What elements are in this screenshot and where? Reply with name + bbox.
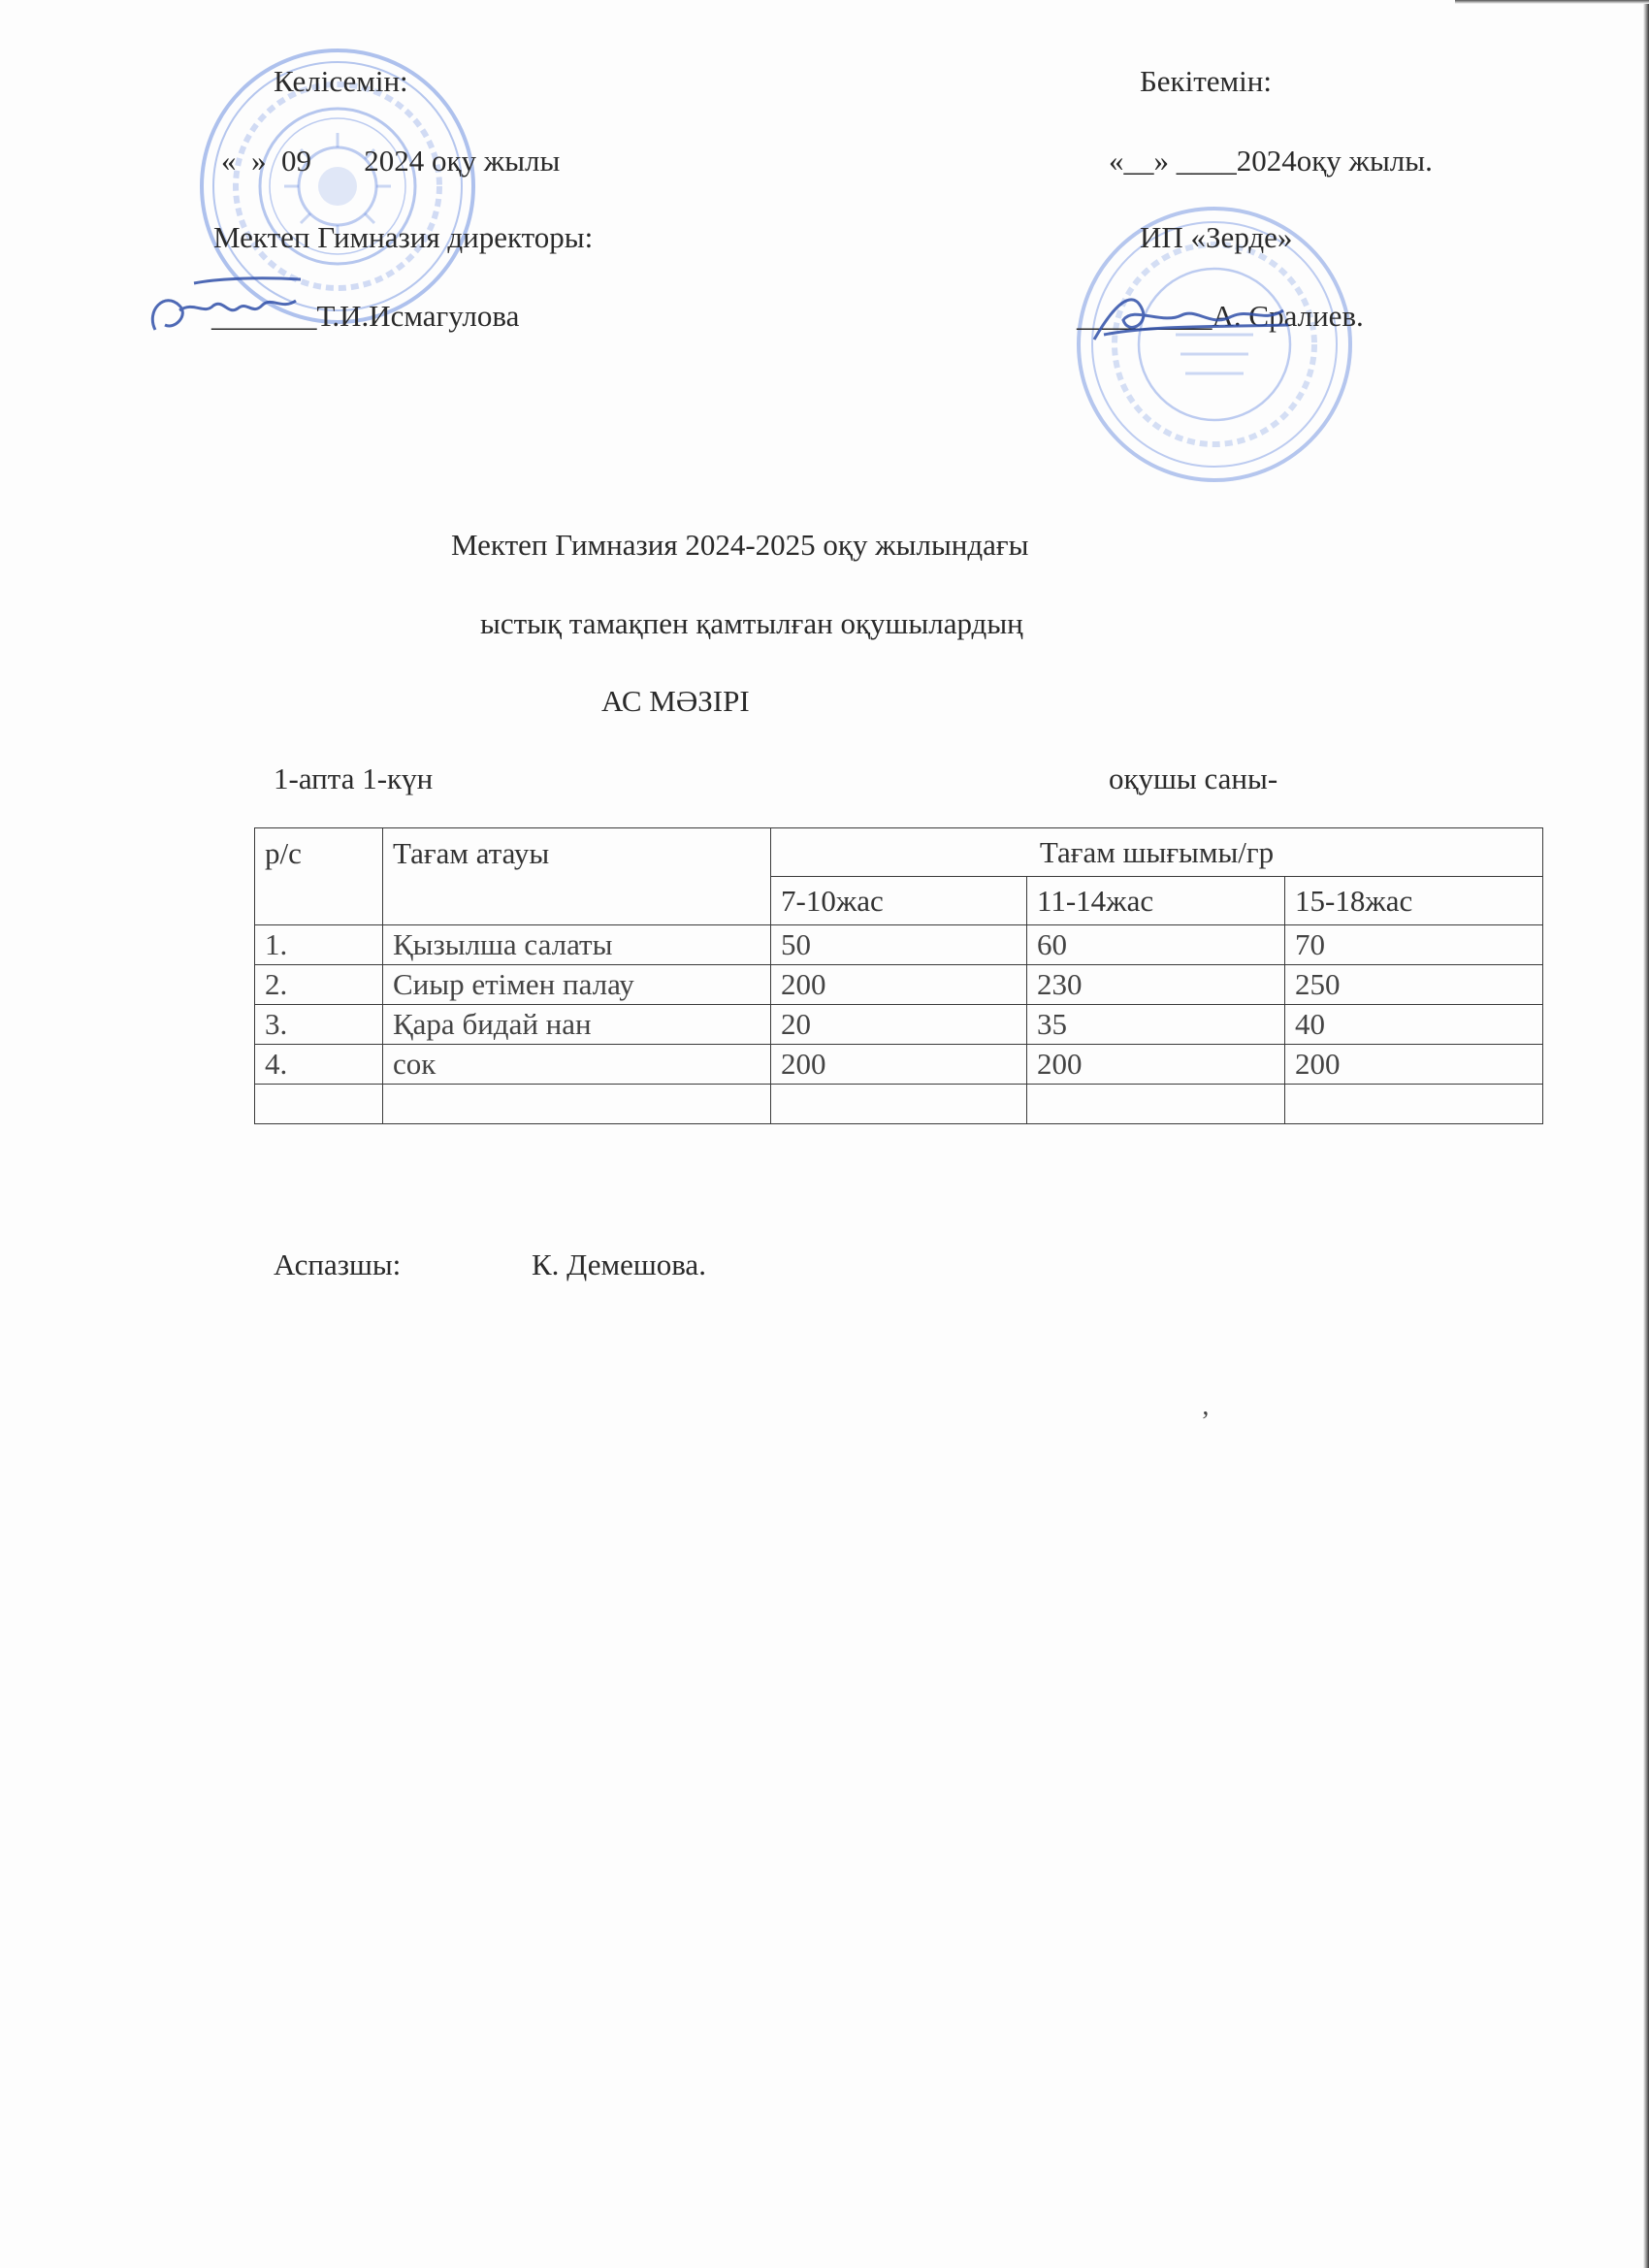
approval-left-signature-line: _______Т.И.Исмагулова bbox=[211, 299, 520, 333]
portion-7-10: 50 bbox=[771, 925, 1027, 965]
dish-name: Сиыр етімен палау bbox=[383, 965, 771, 1005]
scan-edge-shadow bbox=[1643, 0, 1649, 2268]
table-row bbox=[255, 1045, 1543, 1085]
approval-right-org: ИП «Зерде» bbox=[1140, 220, 1293, 254]
portion-7-10: 200 bbox=[771, 965, 1027, 1005]
document-title-line2: ыстық тамақпен қамтылған оқушылардың bbox=[480, 606, 1023, 640]
table-row bbox=[255, 925, 1543, 965]
portion-7-10: 200 bbox=[771, 1045, 1027, 1085]
portion-11-14: 200 bbox=[1027, 1045, 1285, 1085]
portion-15-18: 70 bbox=[1285, 925, 1543, 965]
portion-15-18: 200 bbox=[1285, 1045, 1543, 1085]
cook-name: К. Демешова. bbox=[532, 1247, 706, 1281]
approval-left-date: « » 09 2024 оқу жылы bbox=[221, 144, 561, 178]
right-handwritten-signature bbox=[1075, 267, 1298, 369]
col-header-dish-name: Тағам атауы bbox=[383, 828, 771, 925]
week-day-label: 1-апта 1-күн bbox=[274, 761, 434, 795]
portion-15-18: 40 bbox=[1285, 1005, 1543, 1045]
portion-11-14: 60 bbox=[1027, 925, 1285, 965]
table-row bbox=[255, 1005, 1543, 1045]
dish-name: Қызылша салаты bbox=[383, 925, 771, 965]
scan-edge-shadow-top bbox=[1455, 0, 1649, 4]
portion-7-10: 20 bbox=[771, 1005, 1027, 1045]
approval-right-date: «__» ____2024оқу жылы. bbox=[1109, 144, 1433, 178]
cook-label: Аспазшы: bbox=[274, 1247, 402, 1281]
stray-mark: ʼ bbox=[1201, 1407, 1211, 1437]
dish-name: Қара бидай нан bbox=[383, 1005, 771, 1045]
row-number: 4. bbox=[255, 1045, 383, 1085]
document-title-line1: Мектеп Гимназия 2024-2025 оқу жылындағы bbox=[451, 528, 1029, 562]
row-number: 3. bbox=[255, 1005, 383, 1045]
table-row-empty bbox=[255, 1085, 1543, 1124]
row-number: 2. bbox=[255, 965, 383, 1005]
row-number: 1. bbox=[255, 925, 383, 965]
portion-15-18: 250 bbox=[1285, 965, 1543, 1005]
approval-left-position: Мектеп Гимназия директоры: bbox=[213, 220, 594, 254]
portion-11-14: 35 bbox=[1027, 1005, 1285, 1045]
col-header-age-7-10: 7-10жас bbox=[771, 877, 1027, 925]
table-row bbox=[255, 965, 1543, 1005]
left-handwritten-signature bbox=[136, 272, 320, 364]
col-header-age-15-18: 15-18жас bbox=[1285, 877, 1543, 925]
approval-right-heading: Бекітемін: bbox=[1140, 64, 1272, 98]
col-header-number: р/с bbox=[255, 828, 383, 925]
student-count-label: оқушы саны- bbox=[1109, 761, 1278, 795]
col-header-output: Тағам шығымы/гр bbox=[771, 828, 1543, 877]
col-header-age-11-14: 11-14жас bbox=[1027, 877, 1285, 925]
approval-right-signature-line: _________А. Сралиев. bbox=[1077, 299, 1364, 333]
menu-table bbox=[254, 827, 1543, 1124]
portion-11-14: 230 bbox=[1027, 965, 1285, 1005]
dish-name: сок bbox=[383, 1045, 771, 1085]
document-title-line3: АС МӘЗІРІ bbox=[601, 684, 750, 718]
approval-left-heading: Келісемін: bbox=[274, 64, 408, 98]
